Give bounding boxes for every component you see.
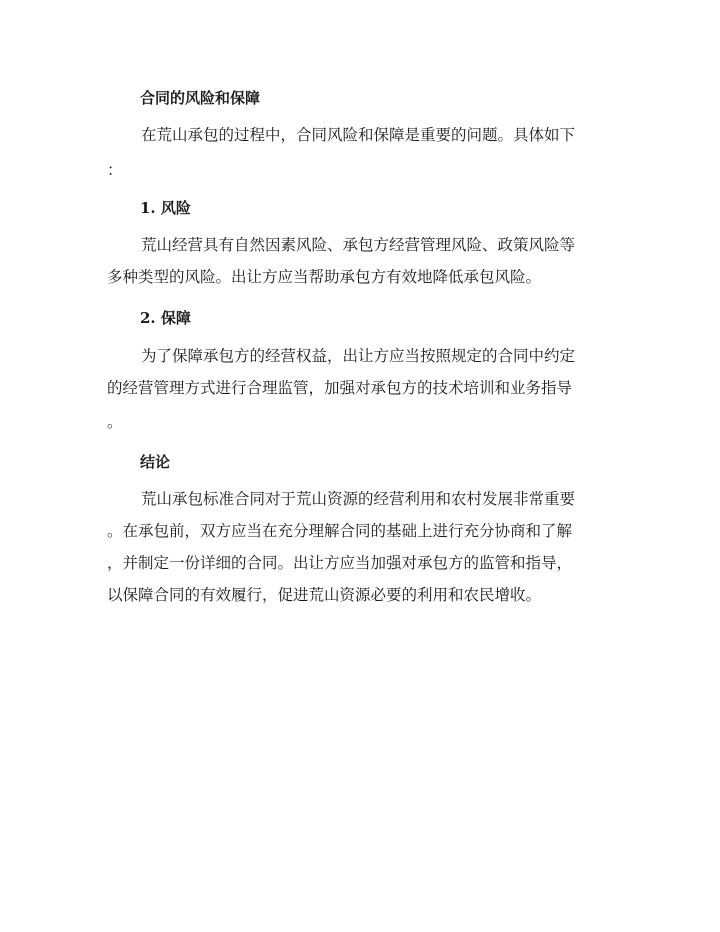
section-title: 合同的风险和保障 bbox=[140, 89, 261, 107]
conclusion-line-4: 以保障合同的有效履行，促进荒山资源必要的利用和农民增收。 bbox=[107, 586, 542, 604]
guarantee-heading: 2. 保障 bbox=[140, 309, 191, 327]
risk-heading: 1. 风险 bbox=[140, 199, 191, 217]
guarantee-line-1: 为了保障承包方的经营权益，出让方应当按照规定的合同中约定 bbox=[141, 347, 576, 365]
risk-line-2: 多种类型的风险。出让方应当帮助承包方有效地降低承包风险。 bbox=[107, 268, 542, 286]
conclusion-line-2: 。在承包前，双方应当在充分理解合同的基础上进行充分协商和了解 bbox=[107, 522, 573, 540]
conclusion-line-3: ，并制定一份详细的合同。出让方应当加强对承包方的监管和指导， bbox=[107, 554, 573, 572]
intro-line-2: ： bbox=[107, 161, 123, 179]
conclusion-line-1: 荒山承包标准合同对于荒山资源的经营利用和农村发展非常重要 bbox=[141, 490, 576, 508]
intro-line-1: 在荒山承包的过程中，合同风险和保障是重要的问题。具体如下 bbox=[141, 126, 576, 144]
guarantee-line-3: 。 bbox=[107, 413, 123, 431]
conclusion-heading: 结论 bbox=[140, 453, 171, 471]
guarantee-line-2: 的经营管理方式进行合理监管，加强对承包方的技术培训和业务指导 bbox=[107, 379, 573, 397]
risk-line-1: 荒山经营具有自然因素风险、承包方经营管理风险、政策风险等 bbox=[141, 236, 576, 254]
